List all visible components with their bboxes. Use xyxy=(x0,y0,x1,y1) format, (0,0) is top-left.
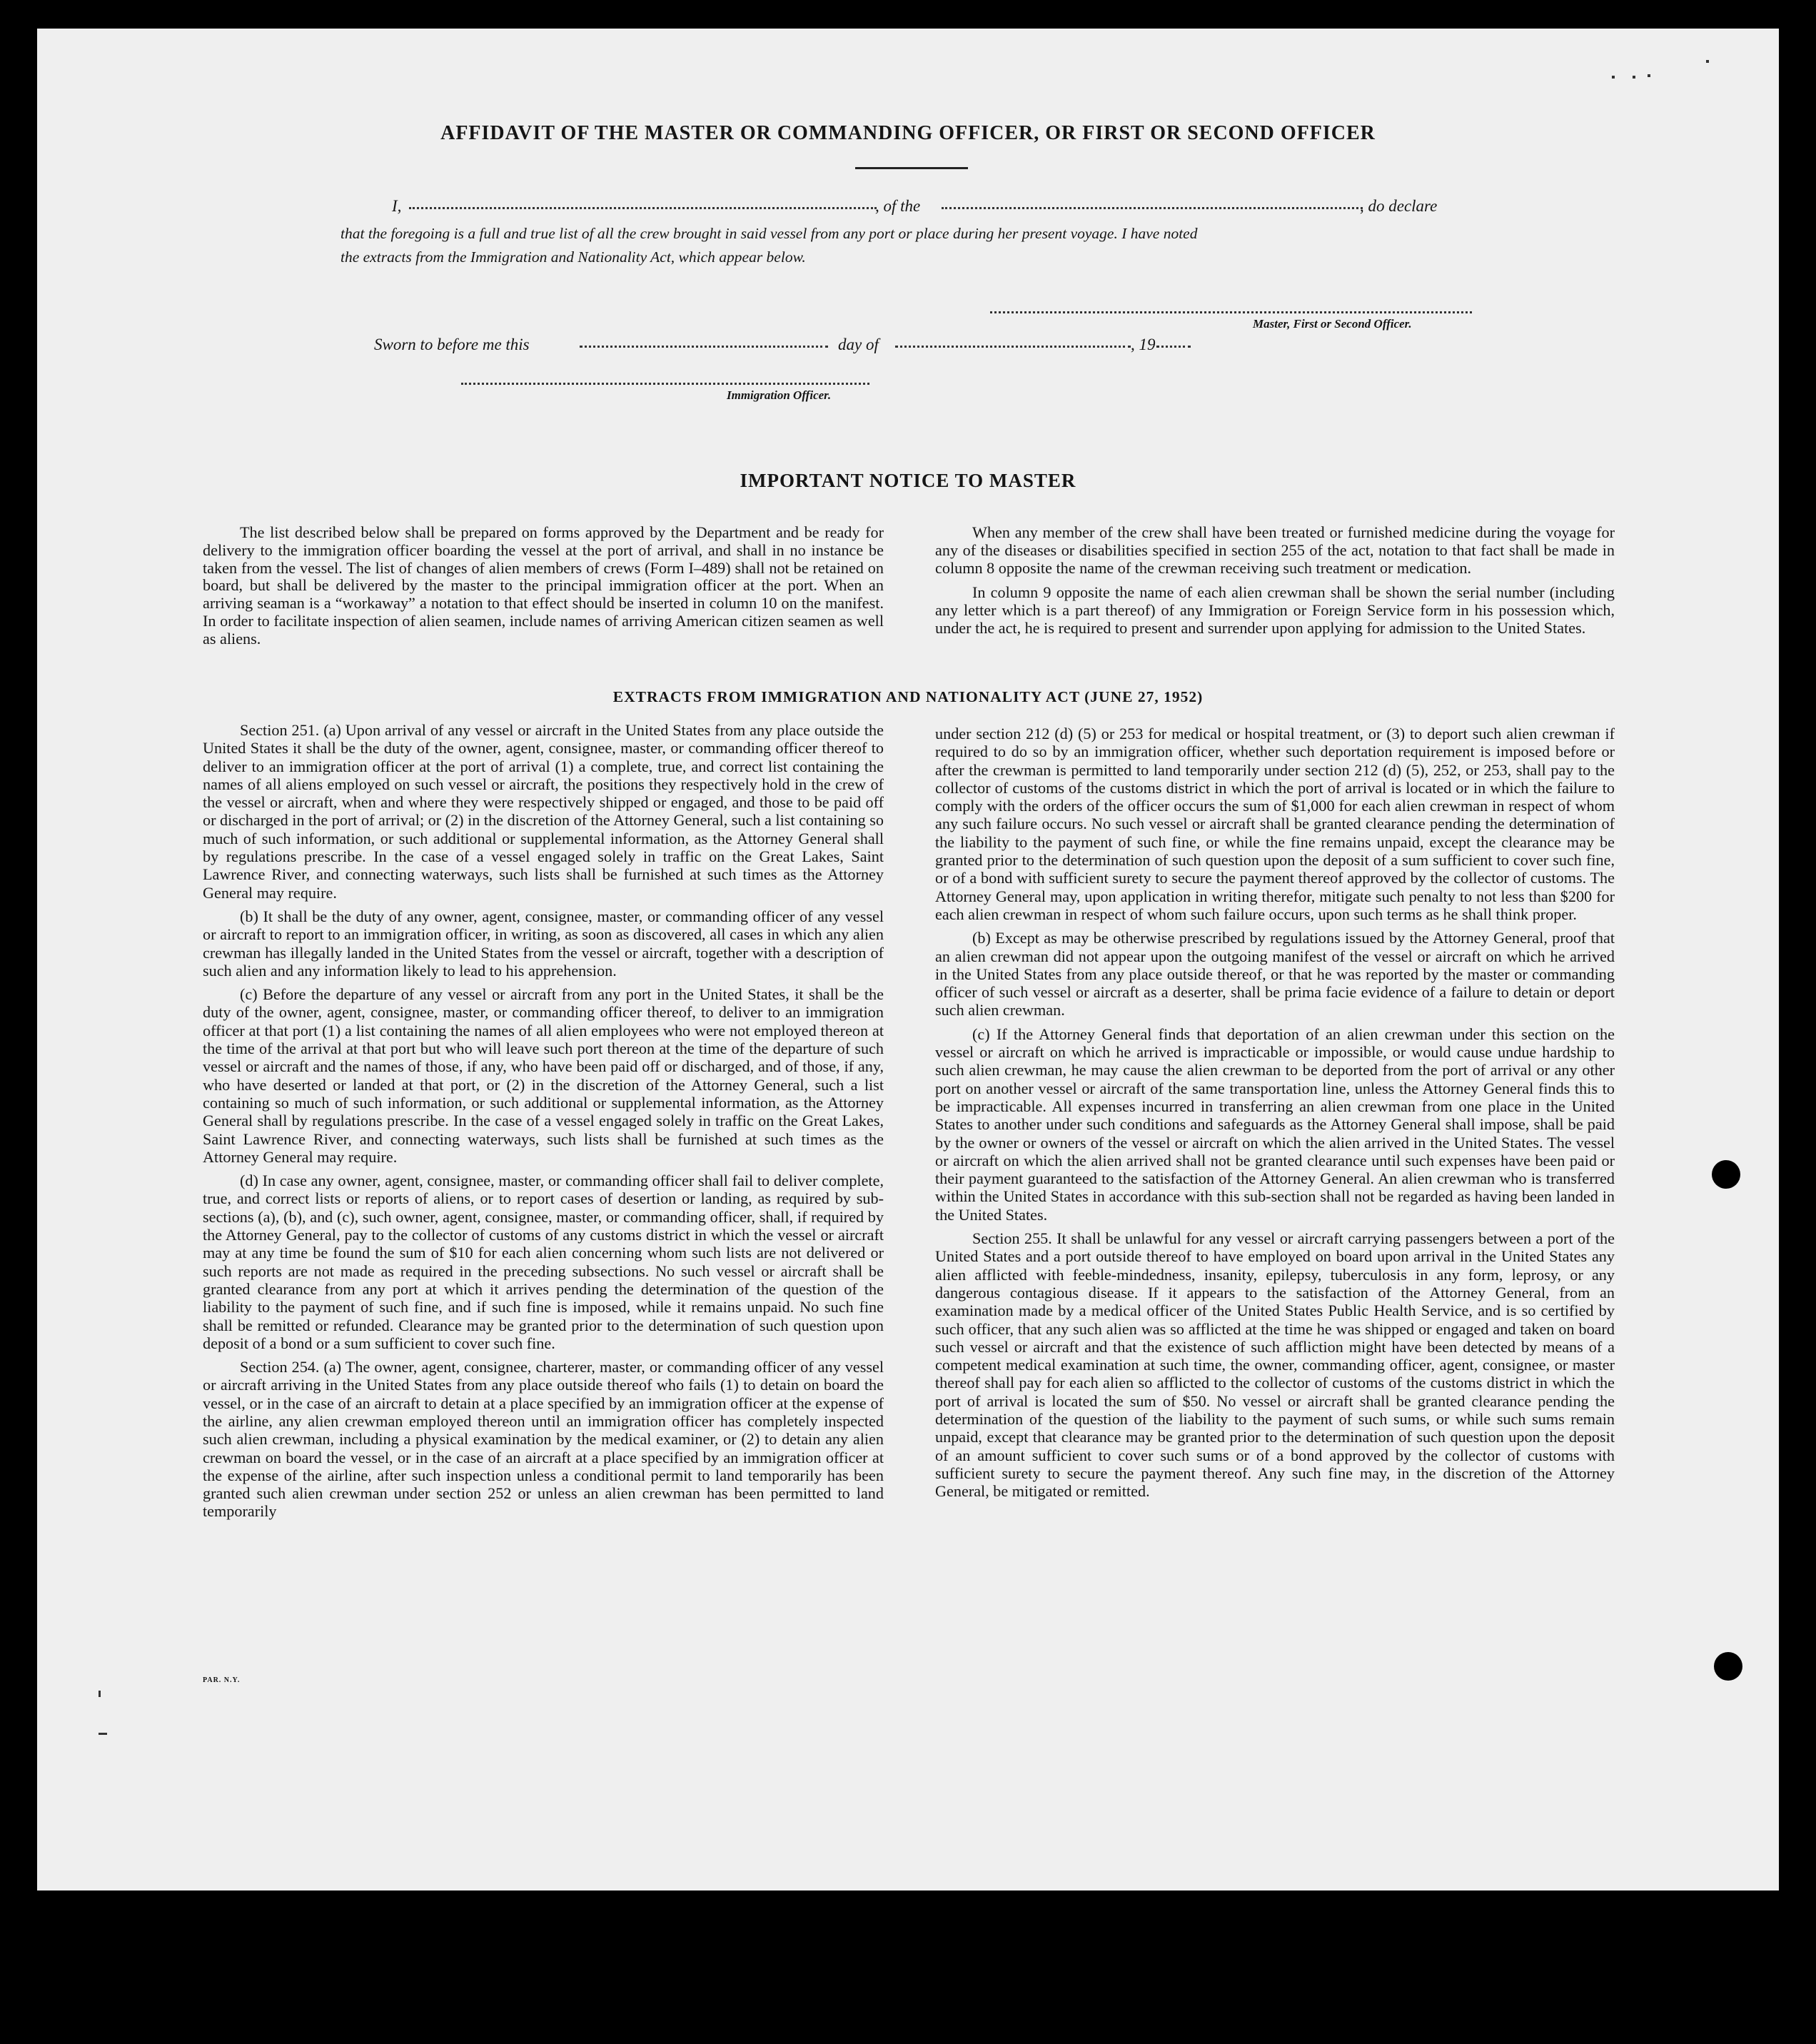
scan-speck xyxy=(1706,60,1709,63)
section-251-b: (b) It shall be the duty of any owner, agent, consignee, master, or commanding officer of any vessel or aircraft to report to an immigration officer, in writing, as soon as discovered, all cases in which any alien crewman has illegally landed in the United States from the vessel or aircraft, together with a description of such alien and any information likely to lead to his apprehension. xyxy=(203,907,884,980)
section-254-a-continued: under section 212 (d) (5) or 253 for medical or hospital treatment, or (3) to deport such alien crewman if required to do so by an immigration officer, whether such deportation requirement is imposed before or after the crewman is permitted to land temporarily under section 212 (d) (5), 252, or 253, shall pay to the collector of customs of the customs district in which the port of arrival is located or in which the failure to comply with the orders of the officer occurs the sum of $1,000 for each alien crewman in respect of whom any such failure occurs. No such vessel or aircraft shall be granted clearance pending the determination of the liability to the payment of such fine, or while the fine remains unpaid, except the clearance may be granted prior to the determination of such question upon the deposit of a sum sufficient to cover such fine, or of a bond with sufficient surety to secure the payment thereof approved by the collector of customs. The Attorney General may, upon application in writing therefor, mitigate such penalty to not less than $200 for each alien crewman in respect of whom such failure occurs, upon such terms as he shall think proper. xyxy=(935,725,1615,923)
notice-right-paragraph-2: In column 9 opposite the name of each alien crewman shall be shown the serial number (including any letter which is a part thereof) of any Immigration or Foreign Service form in his possession which, under the act, he is required to present and surrender upon applying for admission to the United States. xyxy=(935,583,1615,637)
officer-signature-line xyxy=(461,383,869,385)
affidavit-text-line3: the extracts from the Immigration and Nationality Act, which appear below. xyxy=(340,248,806,266)
affidavit-title: AFFIDAVIT OF THE MASTER OR COMMANDING OFFICER, OR FIRST OR SECOND OFFICER xyxy=(440,122,1376,144)
year-label: , 19 xyxy=(1131,336,1156,353)
sworn-month-blank xyxy=(895,346,1131,348)
notice-title: IMPORTANT NOTICE TO MASTER xyxy=(740,470,1076,491)
section-254-c: (c) If the Attorney General finds that deportation of an alien crewman under this section on the vessel or aircraft on which he arrived is impracticable or impossible, or would cause undue hardship to such alien crewman, he may cause the alien crewman to be deported from the port of arrival or any other port on another vessel or aircraft of the same transportation line, unless the Attorney General finds this to be impracticable. All expenses incurred in transferring an alien crewman from one place in the United States to another under such conditions and safeguards as the Attorney General shall impose, shall be paid by the owner or owners of the vessel or aircraft on which the alien arrived in the United States. The vessel or aircraft on which the alien arrived shall not be granted clearance until such expenses have been paid or their payment guaranteed to the satisfaction of the Attorney General. An alien crewman who is transferred within the United States in accordance with this sub-section shall not be regarded as having been landed in the United States. xyxy=(935,1024,1615,1224)
affidavit-do-declare-label: , do declare xyxy=(1360,197,1438,215)
affidavit-of-the-label: , of the xyxy=(875,197,921,215)
sworn-day-blank xyxy=(580,346,828,348)
scan-speck xyxy=(1648,74,1650,77)
punch-hole-2 xyxy=(1714,1652,1742,1681)
year-blank xyxy=(1156,346,1191,348)
punch-hole-1 xyxy=(1712,1160,1740,1189)
document-page xyxy=(37,29,1779,1891)
scan-speck xyxy=(1612,76,1615,79)
scan-speck xyxy=(1633,76,1635,79)
printer-mark: PAR. N.Y. xyxy=(203,1676,241,1684)
notice-left-column xyxy=(203,524,884,654)
title-rule xyxy=(855,167,968,169)
section-251-d: (d) In case any owner, agent, consignee, master, or commanding officer shall fail to deliver complete, true, and correct lists or reports of aliens, or to report cases of desertion or landing, as required by sub-sections (a), (b), and (c), such owner, agent, consignee, master, or commanding officer, shall, if required by the Attorney General, pay to the collector of customs of any customs district in which the vessel or aircraft may at any time be found the sum of $10 for each alien concerning whom such lists are not delivered or such reports are not made as required in the preceding subsections. No such vessel or aircraft shall be granted clearance from any port at which it arrives pending the determination of the question of the liability to the payment of such fine, and if such fine is imposed, while it remains unpaid. No such fine shall be remitted or refunded. Clearance may be granted prior to the determination of such question upon deposit of a bond or a sum sufficient to cover such fine. xyxy=(203,1172,884,1352)
sworn-label: Sworn to before me this xyxy=(374,336,530,353)
extracts-left-column xyxy=(203,721,884,1526)
section-254-b: (b) Except as may be otherwise prescribed by regulations issued by the Attorney General, proof that an alien crewman did not appear upon the outgoing manifest of the vessel or aircraft on which he arrived in the United States from any place outside thereof, or that he was reported by the master or commanding officer of such vessel or aircraft as a deserter, shall be prima facie evidence of a failure to detain or deport such alien crewman. xyxy=(935,929,1615,1020)
extracts-title: EXTRACTS FROM IMMIGRATION AND NATIONALITY ACT (JUNE 27, 1952) xyxy=(612,688,1204,705)
vessel-blank xyxy=(942,207,1363,209)
master-signature-label: Master, First or Second Officer. xyxy=(1253,317,1412,331)
section-251-a: Section 251. (a) Upon arrival of any vessel or aircraft in the United States from any place outside the United States it shall be the duty of the owner, agent, consignee, master, or commanding officer thereof to deliver to an immigration officer at the port of arrival (1) a complete, true, and correct list containing the names of all aliens employed on such vessel or aircraft, the positions they respectively hold in the crew of the vessel or aircraft, when and where they were respectively shipped or engaged, and those to be paid off or discharged in the port of arrival; or (2) in the discretion of the Attorney General, such a list containing so much of such information, or such additional or supplemental information, as the Attorney General shall by regulations prescribe. In the case of a vessel engaged solely in traffic on the Great Lakes, Saint Lawrence River, and connecting waterways, such lists shall be furnished at such times as the Attorney General may require. xyxy=(203,721,884,902)
section-254-a: Section 254. (a) The owner, agent, consignee, charterer, master, or commanding officer of any vessel or aircraft arriving in the United States from any place outside thereof who fails (1) to detain on board the vessel, or in the case of an aircraft to detain at a place specified by an immigration officer at the expense of the airline, any alien crewman employed thereon until an immigration officer has completely inspected such alien crewman, including a physical examination by the medical examiner, or (2) to detain any alien crewman on board the vessel, or in the case of an aircraft at a place specified by an immigration officer at the expense of the airline, after such inspection unless a conditional permit to land temporarily has been granted such alien crewman under section 252 or unless an alien crewman has been permitted to land temporarily xyxy=(203,1358,884,1521)
affidavit-i-label: I, xyxy=(392,197,402,215)
master-signature-line xyxy=(990,311,1472,313)
notice-right-paragraph-1: When any member of the crew shall have been treated or furnished medicine during the voyage for any of the diseases or disabilities specified in section 255 of the act, notation to that fact shall be made in column 8 opposite the name of the crewman receiving such treatment or medication. xyxy=(935,523,1615,577)
name-blank xyxy=(409,207,877,209)
affidavit-text-line2: that the foregoing is a full and true list of all the crew brought in said vessel from any port or place during her present voyage. I have noted xyxy=(340,225,1198,242)
notice-right-column xyxy=(935,524,1615,643)
section-251-c: (c) Before the departure of any vessel or aircraft from any port in the United States, it shall be the duty of the owner, agent, consignee, master, or commanding officer thereof, to deliver to an immigration officer at that port (1) a list containing the names of all alien employees who were not employed thereon at the time of the arrival at that port but who will leave such port thereon at the time of the departure of such vessel or aircraft and the names of those, if any, who have been paid off or discharged, and of those, if any, who have deserted or landed at that port, or (2) in the discretion of the Attorney General, such a list containing so much of such information, or such additional or supplemental information, as the Attorney General shall by regulations prescribe. In the case of a vessel engaged solely in traffic on the Great Lakes, Saint Lawrence River, and connecting waterways, such lists shall be furnished at such times as the Attorney General may require. xyxy=(203,985,884,1166)
scan-speck xyxy=(99,1733,107,1735)
day-of-label: day of xyxy=(838,336,879,353)
section-255: Section 255. It shall be unlawful for any vessel or aircraft carrying passengers between a port of the United States and a port outside thereof to have employed on board upon arrival in the United States any alien afflicted with feeble-mindedness, insanity, epilepsy, tuberculosis in any form, leprosy, or any dangerous contagious disease. If it appears to the satisfaction of the Attorney General, from an examination made by a medical officer of the United States Public Health Service, and is so certified by such officer, that any such alien was so afflicted at the time he was shipped or engaged and taken on board such vessel or aircraft and that the existence of such affliction might have been detected by means of a competent medical examination at such time, the owner, commanding officer, agent, consignee, or master thereof shall pay for each alien so afflicted to the collector of customs of the customs district in which the port of arrival is located the sum of $50. No vessel or aircraft shall be granted clearance pending the determination of the question of the liability to the payment of such sums, or while such sums remain unpaid, except that clearance may be granted prior to the determination of such question upon the deposit of an amount sufficient to cover such sums or of a bond approved by the collector of customs with sufficient surety to secure the payment thereof. Any such fine may, in the discretion of the Attorney General, be mitigated or remitted. xyxy=(935,1229,1615,1501)
notice-left-paragraph: The list described below shall be prepared on forms approved by the Department and be ready for delivery to the immigration officer boarding the vessel at the port of arrival, and shall in no instance be taken from the vessel. The list of changes of alien members of crews (Form I–489) shall not be retained on board, but shall be delivered by the master to the principal immigration officer at the port. When an arriving seaman is a “workaway” a notation to that effect should be inserted in column 10 on the manifest. In order to facilitate inspection of alien seamen, include names of arriving American citizen seamen as well as aliens. xyxy=(203,523,884,648)
extracts-right-column xyxy=(935,725,1615,1506)
officer-signature-label: Immigration Officer. xyxy=(727,388,832,402)
scan-speck xyxy=(99,1691,101,1697)
